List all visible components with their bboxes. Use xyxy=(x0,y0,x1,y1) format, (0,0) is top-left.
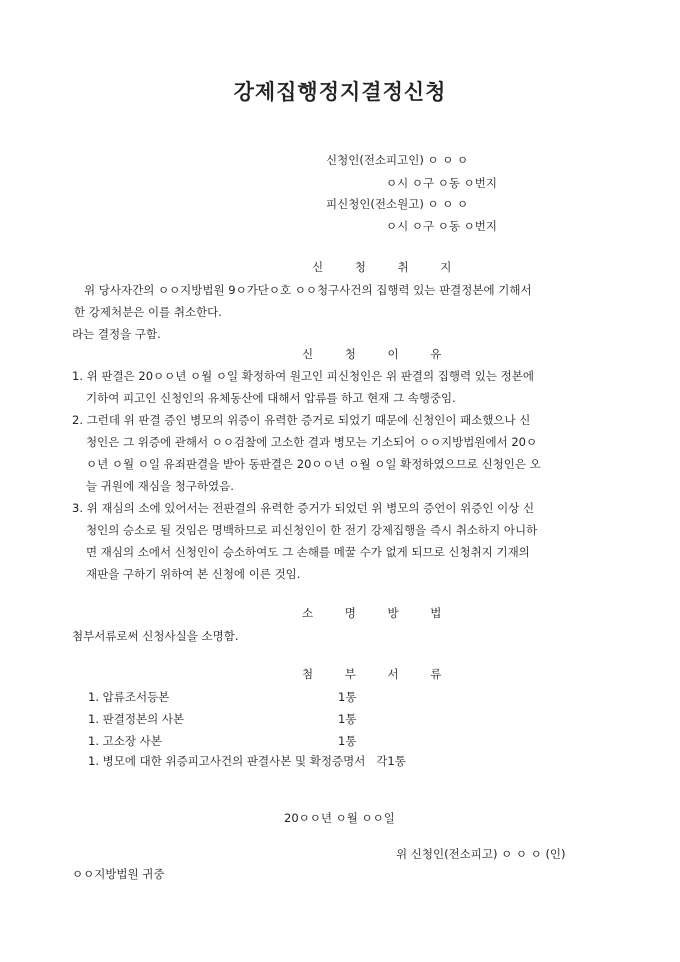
reason-line: 청인은 그 위증에 관해서 ㅇㅇ검찰에 고소한 결과 병모는 기소되어 ㅇㅇ지방법원에서 20ㅇ xyxy=(86,435,538,449)
reason-line: 늘 귀원에 재심을 청구하였음. xyxy=(86,479,234,493)
attachment-item xyxy=(88,712,357,726)
applicant-label: 신청인(전소피고인) ㅇ ㅇ ㅇ xyxy=(326,153,469,167)
reason-line: 재판을 구하기 위하여 본 신청에 이른 것임. xyxy=(86,567,301,581)
reason-line: 3. 위 재심의 소에 있어서는 전판결의 유력한 증거가 되었던 위 병모의 증언이 위증인 이상 신 xyxy=(72,501,535,515)
attachments-heading: 첨 부 서 류 xyxy=(302,667,456,681)
attachment-item xyxy=(88,690,357,704)
proof-text: 첨부서류로써 신청사실을 소명함. xyxy=(72,629,239,643)
attachment-name: 1. 압류조서등본 xyxy=(88,690,170,704)
document-date: 20ㅇㅇ년 ㅇ월 ㅇㅇ일 xyxy=(284,811,395,825)
attachment-name: 1. 판결정본의 사본 xyxy=(88,712,185,726)
purpose-heading: 신 청 취 지 xyxy=(312,260,466,274)
reason-line: 면 재심의 소에서 신청인이 승소하여도 그 손해를 메꿀 수가 없게 되므로 신청취지 기재의 xyxy=(86,545,530,559)
reasons-heading: 신 청 이 유 xyxy=(302,347,456,361)
attachment-item-last: 1. 병모에 대한 위증피고사건의 판결사본 및 확정증명서 각1통 xyxy=(88,754,406,768)
attachment-name: 1. 고소장 사본 xyxy=(88,734,162,748)
attachment-count: 1통 xyxy=(338,734,357,748)
court-addressee: ㅇㅇ지방법원 귀중 xyxy=(72,867,165,881)
respondent-address: ㅇ시 ㅇ구 ㅇ동 ㅇ번지 xyxy=(386,219,497,233)
proof-heading: 소 명 방 법 xyxy=(302,606,456,620)
purpose-line: 한 강제처분은 이를 취소한다. xyxy=(74,305,222,319)
purpose-line: 위 당사자간의 ㅇㅇ지방법원 9ㅇ가단ㅇ호 ㅇㅇ청구사건의 집행력 있는 판결정본에 기해서 xyxy=(84,283,532,297)
respondent-label: 피신청인(전소원고) ㅇ ㅇ ㅇ xyxy=(326,197,469,211)
attachment-item xyxy=(88,734,357,748)
attachment-count: 1통 xyxy=(338,712,357,726)
reason-line: 기하여 피고인 신청인의 유체동산에 대해서 압류를 하고 현재 그 속행중임. xyxy=(86,391,456,405)
reason-line: ㅇ년 ㅇ월 ㅇ일 유죄판결을 받아 동판결은 20ㅇㅇ년 ㅇ월 ㅇ일 확정하였으므로 신청인은 오 xyxy=(86,457,541,471)
purpose-line: 라는 결정을 구함. xyxy=(72,327,161,341)
attachment-count: 1통 xyxy=(338,690,357,704)
reason-line: 청인의 승소로 될 것임은 명백하므로 피신청인이 한 전기 강제집행을 즉시 취소하지 아니하 xyxy=(86,523,538,537)
reason-line: 2. 그런데 위 판결 증인 병모의 위증이 유력한 증거로 되었기 때문에 신청인이 패소했으나 신 xyxy=(72,413,531,427)
reason-line: 1. 위 판결은 20ㅇㅇ년 ㅇ월 ㅇ일 확정하여 원고인 피신청인은 위 판결의 집행력 있는 정본에 xyxy=(72,369,534,383)
document-title: 강제집행정지결정신청 xyxy=(233,79,447,104)
signature-line: 위 신청인(전소피고) ㅇ ㅇ ㅇ (인) xyxy=(396,847,566,861)
applicant-address: ㅇ시 ㅇ구 ㅇ동 ㅇ번지 xyxy=(386,176,497,190)
